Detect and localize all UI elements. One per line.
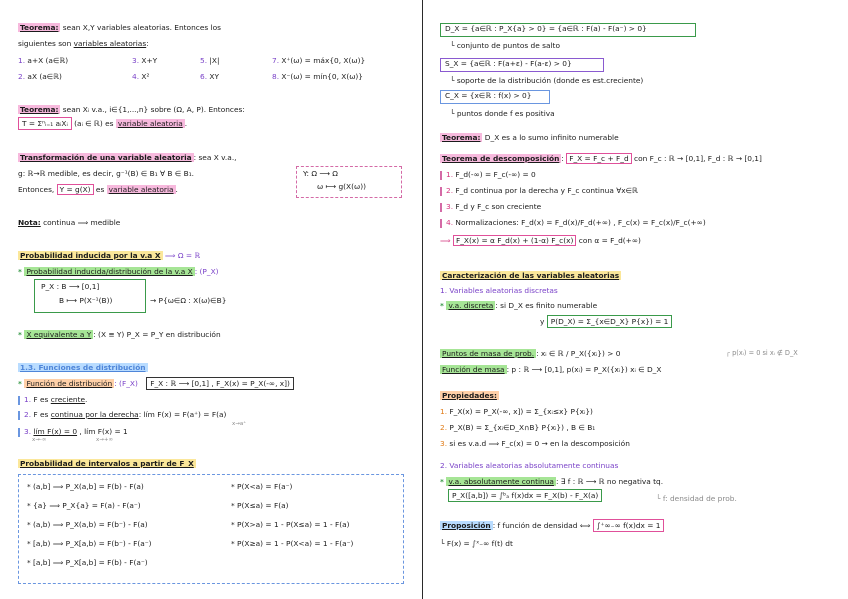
theorem-3-text: D_X es a lo sumo infinito numerable: [482, 133, 619, 142]
prop-number: 4.: [446, 218, 454, 227]
properties-heading: Propiedades:: [442, 391, 497, 400]
mass-function-label: Función de masa: [442, 365, 505, 374]
proposition-line2-text: F(x) = ∫ˣ₋∞ f(t) dt: [446, 539, 513, 548]
property-3: [440, 440, 630, 449]
theorem-1-item-2: [18, 73, 62, 82]
decomposition-final-box: F_X(x) = α F_d(x) + (1-α) F_c(x): [453, 235, 576, 246]
prop-number: 3.: [440, 439, 448, 448]
induced-dist-box: [34, 279, 146, 313]
item-text: |X|: [207, 56, 220, 65]
proposition-line: [440, 522, 664, 531]
induced-prob-tail: ⟹ Ω = ℝ: [162, 251, 201, 260]
jump-set-box: [440, 23, 696, 37]
property-2: [440, 424, 595, 433]
prop-number: 1.: [446, 170, 454, 179]
right-column: [426, 0, 848, 599]
transformation-label: Transformación de una variable aleatoria: [20, 153, 192, 162]
prop-number: 3.: [24, 427, 32, 436]
discrete-condition-box: P(D_X) = Σ_{x∈D_X} P{x}) = 1: [547, 315, 673, 328]
induced-dist-line: [18, 268, 219, 277]
mass-points-text: : xᵢ ∈ ℝ / P_X({xᵢ}) > 0: [536, 349, 621, 358]
dist-prop-2: [18, 411, 226, 420]
note-label: Nota:: [18, 218, 41, 227]
decomposition-final-tail: con α = F_d(+∞): [576, 236, 641, 245]
theorem-2-conclusion: variable aleatoria: [117, 119, 183, 128]
mass-function-line: [440, 366, 661, 375]
proposition-text: : f función de densidad ⟺: [492, 521, 593, 530]
support-set-note: └ soporte de la distribución (donde es est.creciente): [450, 76, 644, 85]
dist-function-tail: : (F_X): [114, 379, 138, 388]
theorem-1-item-7: [272, 57, 365, 66]
note-text: continua ⟹ medible: [40, 218, 121, 227]
continuous-box-line: [448, 492, 602, 501]
proposition-box: ∫⁺∞₋∞ f(x)dx = 1: [593, 519, 665, 532]
prop-text: F es: [31, 410, 51, 419]
induced-dist-tail: : (P_X): [194, 267, 219, 276]
theorem-2-line: [18, 106, 245, 115]
prop-underlined: continua por la derecha: [50, 410, 139, 419]
induced-dist-label: Probabilidad inducida/distribución de la v.a X: [26, 267, 193, 276]
transformation-line2: g: ℝ→ℝ medible, es decir, g⁻¹(B) ∈ B₁ ∀ B ∈ B₁.: [18, 169, 195, 178]
transformation-line3: [18, 186, 178, 195]
theorem-2-text: sean Xᵢ v.a., i∈{1,...,n} sobre (Ω, A, P). Entonces:: [60, 105, 245, 114]
continuous-formula-box: P_X([a,b]) = ∫ᵇₐ f(x)dx = F_X(b) - F_X(a): [448, 489, 602, 502]
proposition-line2: └ F(x) = ∫ˣ₋∞ f(t) dt: [440, 539, 513, 548]
item-text: X⁺(ω) = máx{0, X(ω)}: [279, 56, 366, 65]
theorem-2-condition: (aᵢ ∈ ℝ) es: [74, 119, 116, 128]
prop-text: F_X(x) = P_X(-∞, x]) = Σ_{xᵢ≤x} P{xᵢ}): [447, 407, 593, 416]
interval-row-a: * (a,b) ⟹ P_X(a,b) = F(b⁻) - F(a): [27, 520, 148, 529]
decomposition-final-line: [440, 237, 641, 246]
item-text: XY: [207, 72, 219, 81]
characterization-title: [440, 272, 621, 281]
jump-set-formula: D_X = {a∈ℝ : P_X{a} > 0} = {a∈ℝ : F(a) - F(a⁻) > 0}: [445, 24, 647, 33]
interval-row-b: * P(X>a) = 1 - P(X≤a) = 1 - F(a): [231, 520, 350, 529]
theorem-2-end: .: [184, 119, 188, 128]
theorem-1-item-5: [200, 57, 219, 66]
limit-subscript-3: x→+∞: [96, 437, 114, 443]
note-line: [18, 219, 120, 228]
discrete-section-heading: 1. Variables aleatorias discretas: [440, 286, 558, 295]
mass-points-note-text: p(xᵢ) = 0 si xᵢ ∉ D_X: [732, 349, 798, 357]
discrete-label: v.a. discreta: [448, 301, 494, 310]
theorem-1-line: [18, 24, 221, 33]
item-text: X²: [139, 72, 150, 81]
proposition-label: Proposición: [442, 521, 491, 530]
induced-dist-map-2: B ⟼ P(X⁻¹(B)): [59, 296, 113, 305]
decomposition-prop-3: [440, 203, 541, 212]
positive-set-formula: C_X = {x∈ℝ : f(x) > 0}: [445, 91, 532, 100]
induced-prob-label: Probabilidad inducida por la v.a X: [20, 251, 161, 260]
item-text: X+Y: [139, 56, 158, 65]
theorem-1-line2c: :: [146, 39, 149, 48]
prop-number: 1.: [24, 395, 32, 404]
equivalent-text: : (X ≡ Y) P_X = P_Y en distribución: [93, 330, 221, 339]
transformation-y-box: Y = g(X): [57, 184, 94, 195]
item-number: 2.: [18, 72, 26, 81]
prop-end: .: [85, 395, 88, 404]
item-number: 3.: [132, 56, 140, 65]
decomposition-tail: con F_c : ℝ → [0,1], F_d : ℝ → [0,1]: [631, 154, 762, 163]
transformation-text: : sea X v.a.,: [193, 153, 237, 162]
prop-text: F_d continua por la derecha y F_c continua ∀x∈ℝ: [453, 186, 638, 195]
theorem-2-label: Teorema:: [20, 105, 59, 114]
discrete-text: : si D_X es finito numerable: [495, 301, 598, 310]
positive-set-note: └ puntos donde f es positiva: [450, 109, 555, 118]
induced-dist-map-3: → P{ω∈Ω : X(ω)∈B}: [150, 296, 227, 305]
prop-end: , lím F(x) = 1: [77, 427, 128, 436]
decomposition-formula-box: F_X = F_c + F_d: [566, 153, 631, 164]
prop-number: 3.: [446, 202, 454, 211]
induced-prob-title: [18, 252, 200, 261]
characterization-heading: Caracterización de las variables aleatorias: [442, 271, 620, 280]
bullet: *: [18, 330, 25, 339]
density-note: └ f: densidad de prob.: [656, 494, 737, 503]
prop-text: si es v.a.d ⟹ F_c(x) = 0 → en la descomposición: [447, 439, 630, 448]
mass-points-note: ┌ p(xᵢ) = 0 si xᵢ ∉ D_X: [726, 349, 798, 357]
continuous-line: [440, 478, 663, 487]
interval-prob-title: [18, 460, 196, 469]
theorem-3-line: [440, 134, 619, 143]
density-note-text: f: densidad de prob.: [662, 494, 737, 503]
positive-set-box: [440, 90, 550, 104]
property-1: [440, 408, 593, 417]
item-text: aX (a∈ℝ): [25, 72, 62, 81]
transformation-line3c: es: [93, 185, 107, 194]
continuous-label: v.a. absolutamente continua: [448, 477, 554, 486]
decomposition-label: Teorema de descomposición: [442, 154, 560, 163]
item-number: 7.: [272, 56, 280, 65]
dist-function-formula-box: F_X : ℝ ⟶ [0,1] , F_X(x) = P_X(-∞, x]): [146, 377, 294, 390]
interval-row-b: * P(X<a) = F(a⁻): [231, 482, 293, 491]
jump-set-note-text: conjunto de puntos de salto: [456, 41, 560, 50]
theorem-1-item-8: [272, 73, 363, 82]
item-number: 5.: [200, 56, 208, 65]
dist-prop-3: [18, 428, 128, 437]
item-number: 1.: [18, 56, 26, 65]
prop-number: 1.: [440, 407, 448, 416]
bullet: *: [440, 301, 447, 310]
transformation-conclusion: variable aleatoria: [108, 185, 174, 194]
theorem-1-line2: [18, 40, 149, 49]
dist-function-label: Función de distribución: [26, 379, 113, 388]
theorem-2-line2: [18, 120, 187, 129]
mass-points-label: Puntos de masa de prob.: [442, 349, 535, 358]
theorem-3-label: Teorema:: [442, 133, 481, 142]
mass-function-text: : p : ℝ ⟶ [0,1], p(xᵢ) = P_X({xᵢ}) xᵢ ∈ D_X: [506, 365, 662, 374]
prop-number: 2.: [24, 410, 32, 419]
dist-functions-title: [18, 364, 148, 373]
limit-subscript-2: x→-∞: [32, 437, 47, 443]
transformation-map-2: ω ⟼ g(X(ω)): [317, 182, 366, 191]
theorem-1-line2b: variables aleatorias: [73, 39, 147, 48]
prop-underlined: lím F(x) = 0: [33, 427, 78, 436]
support-set-formula: S_X = {a∈ℝ : F(a+ε) - F(a-ε) > 0}: [445, 59, 572, 68]
dist-functions-heading: 1.3. Funciones de distribución: [20, 363, 146, 372]
interval-prob-box: [18, 474, 404, 584]
transformation-map-1: Y: Ω ⟶ Ω: [303, 169, 338, 178]
theorem-1-item-1: [18, 57, 68, 66]
theorem-1-item-6: [200, 73, 219, 82]
decomposition-line: [440, 155, 762, 164]
support-set-note-text: soporte de la distribución (donde es est.creciente): [456, 76, 644, 85]
jump-set-note: └ conjunto de puntos de salto: [450, 41, 560, 50]
prop-text: Normalizaciones: F_d(x) = F_d(x)/F_d(+∞) , F_c(x) = F_c(x)/F_c(+∞): [453, 218, 706, 227]
discrete-condition-and: y: [540, 317, 547, 326]
interval-row-a: * (a,b] ⟹ P_X(a,b] = F(b) - F(a): [27, 482, 144, 491]
induced-dist-map-1: P_X : B ⟶ [0,1]: [41, 282, 100, 291]
interval-prob-heading: Probabilidad de intervalos a partir de F_X: [20, 459, 194, 468]
item-number: 8.: [272, 72, 280, 81]
discrete-line: [440, 302, 597, 311]
interval-row-a: * {a} ⟹ P_X{a} = F(a) - F(a⁻): [27, 501, 141, 510]
theorem-1-text: sean X,Y variables aleatorias. Entonces los: [60, 23, 221, 32]
bullet: *: [440, 477, 447, 486]
prop-text: F_d y F_c son creciente: [453, 202, 542, 211]
prop-end: : lím F(x) = F(a⁺) = F(a): [138, 410, 227, 419]
item-number: 4.: [132, 72, 140, 81]
decomposition-colon: :: [561, 154, 567, 163]
decomposition-prop-2: [440, 187, 638, 196]
interval-row-a: * [a,b) ⟹ P_X[a,b) = F(b⁻) - F(a⁻): [27, 539, 152, 548]
interval-row-a: * [a,b] ⟹ P_X[a,b] = F(b) - F(a⁻): [27, 558, 148, 567]
continuous-section-heading: 2. Variables aleatorias absolutamente continuas: [440, 461, 619, 470]
continuous-text: : ∃ f : ℝ ⟶ ℝ no negativa tq.: [555, 477, 664, 486]
transformation-map-box: [296, 166, 402, 198]
item-number: 6.: [200, 72, 208, 81]
limit-subscript-1: x→a⁺: [232, 421, 247, 427]
dist-function-line: [18, 380, 294, 389]
prop-text: F es: [31, 395, 51, 404]
transformation-line3e: .: [175, 185, 178, 194]
prop-text: F_d(-∞) = F_c(-∞) = 0: [453, 170, 536, 179]
prop-number: 2.: [440, 423, 448, 432]
column-divider: [422, 0, 423, 599]
decomposition-prop-1: [440, 171, 536, 180]
bullet: *: [18, 379, 25, 388]
dist-prop-1: [18, 396, 87, 405]
theorem-1-line2a: siguientes son: [18, 39, 74, 48]
left-column: [0, 0, 420, 599]
interval-row-b: * P(X≤a) = F(a): [231, 501, 289, 510]
mass-points-line: [440, 350, 620, 359]
interval-row-b: * P(X≥a) = 1 - P(X<a) = 1 - F(a⁻): [231, 539, 354, 548]
prop-underlined: creciente: [50, 395, 86, 404]
theorem-1-item-4: [132, 73, 149, 82]
positive-set-note-text: puntos donde f es positiva: [456, 109, 555, 118]
theorem-2-formula-box: T = Σⁿᵢ₌₁ aᵢXᵢ: [18, 117, 72, 130]
theorem-1-label: Teorema:: [20, 23, 59, 32]
equivalent-label: X equivalente a Y: [26, 330, 92, 339]
transformation-line: [18, 154, 237, 163]
implies-arrow: ⟹: [440, 236, 453, 245]
properties-title: [440, 392, 499, 401]
theorem-1-item-3: [132, 57, 157, 66]
support-set-box: [440, 58, 604, 72]
item-text: X⁻(ω) = mín{0, X(ω)}: [279, 72, 363, 81]
prop-number: 2.: [446, 186, 454, 195]
decomposition-prop-4: [440, 219, 706, 228]
equivalent-line: [18, 331, 221, 340]
discrete-condition: [540, 318, 672, 327]
prop-text: P_X(B) = Σ_{xᵢ∈D_X∩B} P{xᵢ}) , B ∈ B₁: [447, 423, 596, 432]
item-text: a+X (a∈ℝ): [25, 56, 69, 65]
bullet: *: [18, 267, 25, 276]
transformation-line3a: Entonces,: [18, 185, 57, 194]
